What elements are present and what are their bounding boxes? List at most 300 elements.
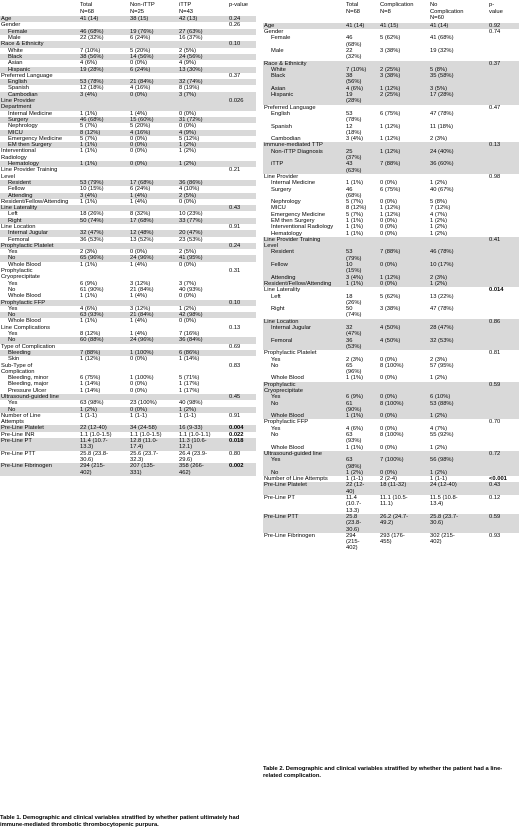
- table-cell: 40 (93%): [179, 286, 203, 293]
- row-label: Asian: [8, 60, 23, 67]
- table-cell: 0 (0%): [179, 198, 197, 205]
- table-cell: 18 (26%): [346, 293, 362, 306]
- table-cell: 0.98: [489, 173, 501, 180]
- table-cell: 0 (0%): [379, 281, 429, 287]
- table-cell: 3 (4%): [345, 275, 379, 281]
- table-cell: [429, 382, 488, 395]
- table-cell: 3 (12%): [130, 280, 151, 287]
- table-cell: 5 (7%): [80, 123, 98, 130]
- table-cell: 7 (12%): [430, 205, 451, 212]
- row-label: Cambodian: [271, 136, 301, 143]
- row-label: Left: [271, 293, 281, 300]
- table-row: [263, 482, 519, 495]
- table-cell: 53 (79%): [79, 180, 129, 186]
- table-cell: 31 (72%): [178, 117, 228, 123]
- table-row: [0, 98, 256, 111]
- row-label: Bleeding, major: [8, 381, 49, 388]
- table-cell: 60 (88%): [79, 337, 129, 343]
- table-cell: 1 (2%): [430, 444, 448, 451]
- row-label: Internal Medicine: [271, 180, 316, 187]
- table-cell: 4 (7%): [430, 211, 448, 218]
- table-cell: 21 (84%): [130, 286, 154, 293]
- table-cell: [379, 382, 429, 395]
- table-cell: [129, 363, 178, 376]
- table-row: [263, 111, 519, 124]
- row-label: EM then Surgery: [271, 217, 315, 224]
- table-cell: 63 (98%): [80, 400, 104, 407]
- table-cell: 0 (0%): [380, 230, 398, 237]
- table-cell: 1 (4%): [130, 318, 148, 325]
- table-cell: 32 (74%): [178, 79, 228, 85]
- table-cell: [429, 237, 488, 250]
- table-cell: 3 (5%): [429, 86, 488, 92]
- table-cell: 1 (2%): [430, 180, 448, 187]
- table-cell: 1 (2%): [179, 305, 197, 312]
- table-cell: 1 (2%): [429, 281, 488, 287]
- table-cell: 65 (96%): [79, 255, 129, 261]
- table-cell: 5 (12%): [179, 135, 200, 142]
- table-cell: 0.91: [229, 412, 241, 419]
- table-cell: 46 (68%): [346, 35, 362, 48]
- table-cell: 1.1 (1.0-1.5): [130, 431, 162, 438]
- table-cell: 1 (100%): [130, 375, 154, 382]
- row-label: Whole Blood: [8, 318, 41, 325]
- row-label: Prophylactic Cryoprecipitate: [263, 382, 345, 395]
- table-cell: 47 (78%): [430, 306, 454, 313]
- table-cell: 1 (14%): [80, 381, 101, 388]
- table-cell: 11.3 (10.6- 12.1): [178, 438, 228, 451]
- row-label: Race & Ethnicity: [0, 41, 79, 47]
- header-cell: [0, 2, 79, 16]
- table-cell: 1 (2%): [178, 161, 228, 167]
- table-cell: 1 (100%): [129, 350, 178, 356]
- table-cell: 1 (2%): [79, 407, 129, 413]
- row-label: MICU: [271, 205, 286, 212]
- table-cell: 4 (6%): [346, 425, 364, 432]
- table-row: [263, 92, 519, 105]
- table-cell: 294 (215- 402): [346, 532, 360, 552]
- table-cell: 42 (13): [178, 16, 228, 22]
- table-cell: 8 (12%): [346, 205, 367, 212]
- table-cell: 2 (5%): [179, 249, 197, 256]
- table-cell: 0.13: [488, 142, 519, 148]
- table-cell: 23 (100%): [130, 400, 157, 407]
- table-cell: 0.004: [228, 425, 256, 431]
- table-cell: 1 (12%): [379, 275, 429, 281]
- table-cell: 32 (53%): [429, 338, 488, 351]
- table-cell: 2 (3%): [430, 356, 448, 363]
- table-cell: 36 (84%): [178, 337, 228, 343]
- row-label: Hispanic: [0, 67, 79, 73]
- table-cell: 10 (15%): [80, 186, 104, 193]
- table-cell: 41 (14): [345, 23, 379, 29]
- table-cell: [129, 268, 178, 281]
- table-cell: 0 (0%): [130, 356, 148, 363]
- table-cell: 1 (12%): [80, 356, 101, 363]
- table-cell: 1 (2%): [179, 148, 197, 155]
- row-label: Spanish: [271, 123, 292, 130]
- table-row: [263, 457, 519, 470]
- table-cell: 1 (1%): [346, 180, 364, 187]
- header-row: [0, 2, 256, 16]
- table-cell: 50 (74%): [346, 306, 362, 319]
- table-cell: 0.91: [229, 223, 241, 230]
- table-1-caption: Table 1. Demographic and clinical variables stratified by whether patient ultimately had immune-mediated thrombotic thrombocytopenic purpura.: [0, 815, 240, 828]
- row-label: Ultrasound-guided line: [0, 394, 79, 400]
- table-cell: 0.026: [228, 98, 256, 111]
- table-cell: 358 (266- 462): [178, 463, 228, 476]
- table-cell: 2 (3%): [80, 249, 98, 256]
- table-cell: [488, 262, 519, 275]
- table-row: [263, 325, 519, 338]
- table-cell: [488, 161, 519, 174]
- table-cell: [488, 48, 519, 61]
- table-cell: 4 (16%): [130, 85, 151, 92]
- table-cell: 12 (48%): [129, 230, 178, 236]
- table-cell: 8 (100%): [380, 432, 404, 439]
- table-cell: 24 (40%): [429, 149, 488, 162]
- table-cell: 1 (12%): [379, 149, 429, 162]
- table-cell: 7 (100%): [379, 457, 429, 470]
- table-cell: 1 (2%): [429, 470, 488, 476]
- table-row: [263, 294, 519, 307]
- table-cell: [178, 363, 228, 376]
- table-cell: 38 (15): [129, 16, 178, 22]
- row-label: Line Laterality: [264, 287, 301, 294]
- table-row: [0, 451, 256, 464]
- table-cell: [79, 268, 129, 281]
- table-cell: 20 (47%): [178, 230, 228, 236]
- table-cell: 11 (18%): [430, 123, 454, 130]
- table-cell: 0.93: [489, 532, 501, 539]
- table-cell: 24 (12-40): [429, 482, 488, 495]
- table-cell: 5 (71%): [179, 375, 200, 382]
- table-2-caption: Table 2. Demographic and clinical variables stratified by whether the patient had a line-related complication.: [263, 766, 503, 779]
- table-cell: 1 (1-1): [179, 412, 197, 419]
- row-label: Nephrology: [271, 199, 301, 206]
- row-label: Number of Line Attempts: [1, 412, 41, 426]
- table-1: [0, 2, 256, 476]
- row-label: Prophylactic Platelet: [0, 243, 79, 249]
- table-cell: 6 (10%): [429, 394, 488, 400]
- row-label: Type of Complication: [1, 343, 56, 350]
- table-cell: [488, 249, 519, 262]
- table-cell: 5 (8%): [430, 199, 448, 206]
- table-cell: 2 (25%): [379, 92, 429, 105]
- table-cell: 1 (12%): [379, 86, 429, 92]
- table-cell: 5 (7%): [346, 211, 364, 218]
- table-cell: 1 (1%): [80, 148, 98, 155]
- table-cell: 1 (2%): [178, 407, 228, 413]
- table-cell: 4 (6%): [80, 60, 98, 67]
- row-label: Resident: [0, 180, 79, 186]
- table-cell: 1 (2%): [430, 230, 448, 237]
- table-cell: [488, 338, 519, 351]
- table-cell: 3 (4%): [79, 92, 129, 98]
- header-cell: Total N=68: [80, 2, 95, 15]
- table-cell: 0 (0%): [380, 425, 398, 432]
- table-cell: 12.8 (11.0- 17.4): [129, 438, 178, 451]
- row-label: Preferred Language: [1, 72, 53, 79]
- table-cell: 0 (0%): [379, 413, 429, 419]
- row-label: Hematology: [271, 230, 302, 237]
- table-cell: 46 (78%): [429, 249, 488, 262]
- table-cell: [79, 98, 129, 111]
- row-label: Black: [0, 54, 79, 60]
- table-cell: 0 (0%): [130, 135, 148, 142]
- table-cell: 1 (12%): [380, 205, 401, 212]
- table-cell: 12 (18%): [80, 85, 104, 92]
- table-cell: 0.83: [229, 362, 241, 369]
- table-cell: 1 (2%): [345, 470, 379, 476]
- table-cell: 1 (1%): [345, 413, 379, 419]
- table-1-body: [0, 2, 256, 476]
- table-cell: 5 (62%): [380, 293, 401, 300]
- table-cell: 1 (4%): [130, 331, 148, 338]
- table-cell: 36 (86%): [178, 180, 228, 186]
- table-cell: 11.4 (10.7- 13.3): [79, 438, 129, 451]
- table-cell: 0 (0%): [129, 92, 178, 98]
- table-cell: 13 (22%): [430, 293, 454, 300]
- table-cell: 18 (26%): [80, 211, 104, 218]
- table-cell: 1.1 (1.0-1.5): [80, 431, 112, 438]
- table-cell: 0.24: [228, 16, 256, 22]
- table-cell: 19 (28%): [345, 92, 379, 105]
- table-cell: 6 (24%): [129, 67, 178, 73]
- row-label: Skin: [8, 356, 20, 363]
- row-label: Whole Blood: [8, 293, 41, 300]
- row-label: Preferred Language: [264, 104, 316, 111]
- row-label: Line Location: [1, 223, 36, 230]
- header-cell: Total N=68: [346, 2, 361, 15]
- table-cell: 0 (0%): [380, 199, 398, 206]
- table-cell: 2 (3%): [346, 356, 364, 363]
- table-cell: 4 (9%): [178, 130, 228, 136]
- table-cell: 22 (12- 40): [345, 482, 379, 495]
- table-row: [263, 249, 519, 262]
- table-cell: 4 (9%): [179, 60, 197, 67]
- table-cell: 0 (0%): [380, 217, 398, 224]
- table-cell: 4 (6%): [80, 305, 98, 312]
- header-cell: iTTP N=43: [179, 2, 194, 15]
- row-label: Line Provider Training Level: [263, 237, 345, 250]
- table-cell: 0 (0%): [379, 262, 429, 275]
- table-row: [263, 161, 519, 174]
- table-cell: 0 (0%): [179, 123, 197, 130]
- table-cell: 13 (30%): [178, 67, 228, 73]
- table-cell: 53 (78%): [79, 79, 129, 85]
- row-label: Yes: [8, 400, 18, 407]
- row-label: Internal Jugular: [263, 325, 345, 338]
- row-label: Gender: [264, 29, 284, 36]
- table-row: [0, 413, 256, 426]
- table-cell: 8 (32%): [130, 211, 151, 218]
- row-label: No: [271, 432, 279, 439]
- row-label: No: [0, 337, 79, 343]
- table-cell: [488, 73, 519, 86]
- table-cell: 22 (32%): [80, 35, 104, 42]
- table-cell: 8 (100%): [380, 362, 404, 369]
- table-cell: 7 (88%): [79, 350, 129, 356]
- table-cell: 10 (15%): [345, 262, 379, 275]
- header-cell: No Complication N=60: [430, 2, 464, 22]
- table-cell: 6 (9%): [345, 394, 379, 400]
- row-label: English: [271, 110, 291, 117]
- table-cell: 0.41: [488, 237, 519, 250]
- table-cell: [488, 35, 519, 48]
- table-cell: 0 (0%): [380, 356, 398, 363]
- row-label: Attending: [263, 275, 345, 281]
- table-cell: 57 (95%): [430, 362, 454, 369]
- table-cell: 5 (8%): [429, 67, 488, 73]
- table-row: [263, 124, 519, 137]
- table-cell: 5 (62%): [380, 35, 401, 42]
- table-cell: 22 (32%): [346, 47, 362, 61]
- table-2-body: [263, 2, 519, 552]
- row-label: Line Provider Department: [0, 98, 79, 111]
- table-cell: 0.31: [229, 268, 241, 275]
- table-cell: 0.59: [488, 514, 519, 533]
- table-cell: 33 (77%): [178, 218, 228, 224]
- row-label: Right: [0, 218, 79, 224]
- table-cell: 35 (58%): [429, 73, 488, 86]
- table-cell: 0.45: [228, 394, 256, 400]
- row-label: Yes: [271, 356, 281, 363]
- row-label: Ultrasound-guided line: [263, 451, 345, 457]
- header-cell: Complication N=8: [380, 2, 414, 15]
- table-cell: [345, 237, 379, 250]
- row-label: Whole Blood: [263, 413, 345, 419]
- table-cell: 50 (74%): [79, 218, 129, 224]
- row-label: Line Complications: [1, 324, 50, 331]
- table-cell: 5 (20%): [130, 47, 151, 54]
- row-label: Number of Line Attempts: [264, 476, 328, 483]
- table-cell: 1 (1-1): [346, 476, 364, 483]
- table-cell: 7 (88%): [379, 161, 429, 174]
- table-cell: 0.014: [489, 287, 504, 294]
- row-label: Internal Jugular: [0, 230, 79, 236]
- table-cell: 17 (68%): [129, 180, 178, 186]
- table-cell: 0 (0%): [129, 407, 178, 413]
- table-cell: 0 (0%): [179, 110, 197, 117]
- table-cell: 15 (60%): [129, 117, 178, 123]
- table-cell: [379, 237, 429, 250]
- table-cell: [488, 294, 519, 307]
- table-cell: 0.59: [488, 382, 519, 395]
- table-row: [263, 514, 519, 533]
- table-cell: [488, 432, 519, 445]
- row-label: No: [0, 312, 79, 318]
- row-label: Interventional Radiology: [1, 148, 36, 161]
- table-cell: 19 (76%): [129, 29, 178, 35]
- table-cell: [488, 325, 519, 338]
- table-cell: 0.92: [488, 23, 519, 29]
- row-label: Resident: [263, 249, 345, 262]
- row-label: Pre-Line PT: [264, 495, 295, 502]
- row-label: Yes: [8, 280, 18, 287]
- row-label: Gender: [1, 22, 21, 29]
- table-cell: 0.12: [489, 495, 501, 502]
- table-cell: 0.80: [229, 450, 241, 457]
- table-cell: 26.2 (24.7- 49.2): [379, 514, 429, 533]
- table-row: [263, 363, 519, 376]
- table-cell: 56 (98%): [429, 457, 488, 470]
- table-cell: 0 (0%): [130, 381, 148, 388]
- table-cell: 1 (12%): [380, 136, 401, 143]
- table-row: [263, 495, 519, 514]
- row-label: Line Location: [263, 319, 345, 325]
- table-cell: [178, 167, 228, 180]
- table-cell: 1 (1-1): [130, 412, 148, 419]
- table-cell: 0 (0%): [179, 293, 197, 300]
- table-cell: [488, 363, 519, 376]
- table-cell: 26.4 (23.9- 29.6): [179, 450, 208, 463]
- row-label: Prophylactic FFP: [264, 419, 309, 426]
- table-cell: 1 (2%): [178, 142, 228, 148]
- table-cell: 12 (18%): [346, 123, 362, 136]
- row-label: Pre-Line PTT: [263, 514, 345, 533]
- table-cell: 3 (7%): [178, 92, 228, 98]
- table-cell: 1 (1%): [346, 217, 364, 224]
- table-cell: 1 (2%): [430, 224, 448, 231]
- table-cell: 6 (75%): [380, 186, 401, 193]
- table-cell: 42 (98%): [178, 312, 228, 318]
- table-cell: [488, 111, 519, 124]
- row-label: Yes: [271, 425, 281, 432]
- row-label: Pre-Line INR: [1, 431, 35, 438]
- row-label: Line Provider: [264, 173, 299, 180]
- row-label: Spanish: [8, 85, 29, 92]
- table-cell: 43 (63%): [345, 161, 379, 174]
- table-cell: 0.37: [488, 61, 519, 67]
- table-cell: 1.1 (1.0-1.1): [179, 431, 211, 438]
- table-cell: 1 (2%): [429, 413, 488, 419]
- row-label: Prophylactic FFP: [0, 300, 79, 306]
- table-cell: 2 (2-4): [380, 476, 398, 483]
- table-cell: 1 (12%): [380, 123, 401, 130]
- table-cell: 0.43: [228, 205, 256, 211]
- table-cell: [79, 167, 129, 180]
- row-label: English: [0, 79, 79, 85]
- table-cell: 13 (52%): [130, 236, 154, 243]
- row-label: Age: [263, 23, 345, 29]
- header-cell: [263, 2, 345, 23]
- table-cell: 24 (56%): [178, 54, 228, 60]
- table-cell: 0.10: [228, 300, 256, 306]
- table-cell: 0.43: [488, 482, 519, 495]
- row-label: Fellow: [8, 186, 25, 193]
- table-cell: 0 (0%): [129, 142, 178, 148]
- table-cell: 0 (0%): [130, 148, 148, 155]
- table-cell: 53 (88%): [429, 401, 488, 414]
- row-label: No: [0, 255, 79, 261]
- table-cell: 8 (12%): [79, 130, 129, 136]
- table-cell: 0 (0%): [130, 60, 148, 67]
- table-cell: 1 (17%): [179, 387, 200, 394]
- row-label: Line Provider Training Level: [1, 167, 58, 180]
- table-cell: 24 (96%): [129, 337, 178, 343]
- table-row: [263, 48, 519, 61]
- table-cell: [488, 401, 519, 414]
- row-label: Pre-Line Fibrinogen: [0, 463, 79, 476]
- table-cell: 53 (78%): [346, 110, 362, 124]
- table-cell: [345, 382, 379, 395]
- row-label: No: [8, 286, 16, 293]
- table-row: [0, 438, 256, 451]
- row-label: Bleeding: [0, 350, 79, 356]
- row-label: Surgery: [271, 186, 292, 193]
- table-row: [0, 463, 256, 476]
